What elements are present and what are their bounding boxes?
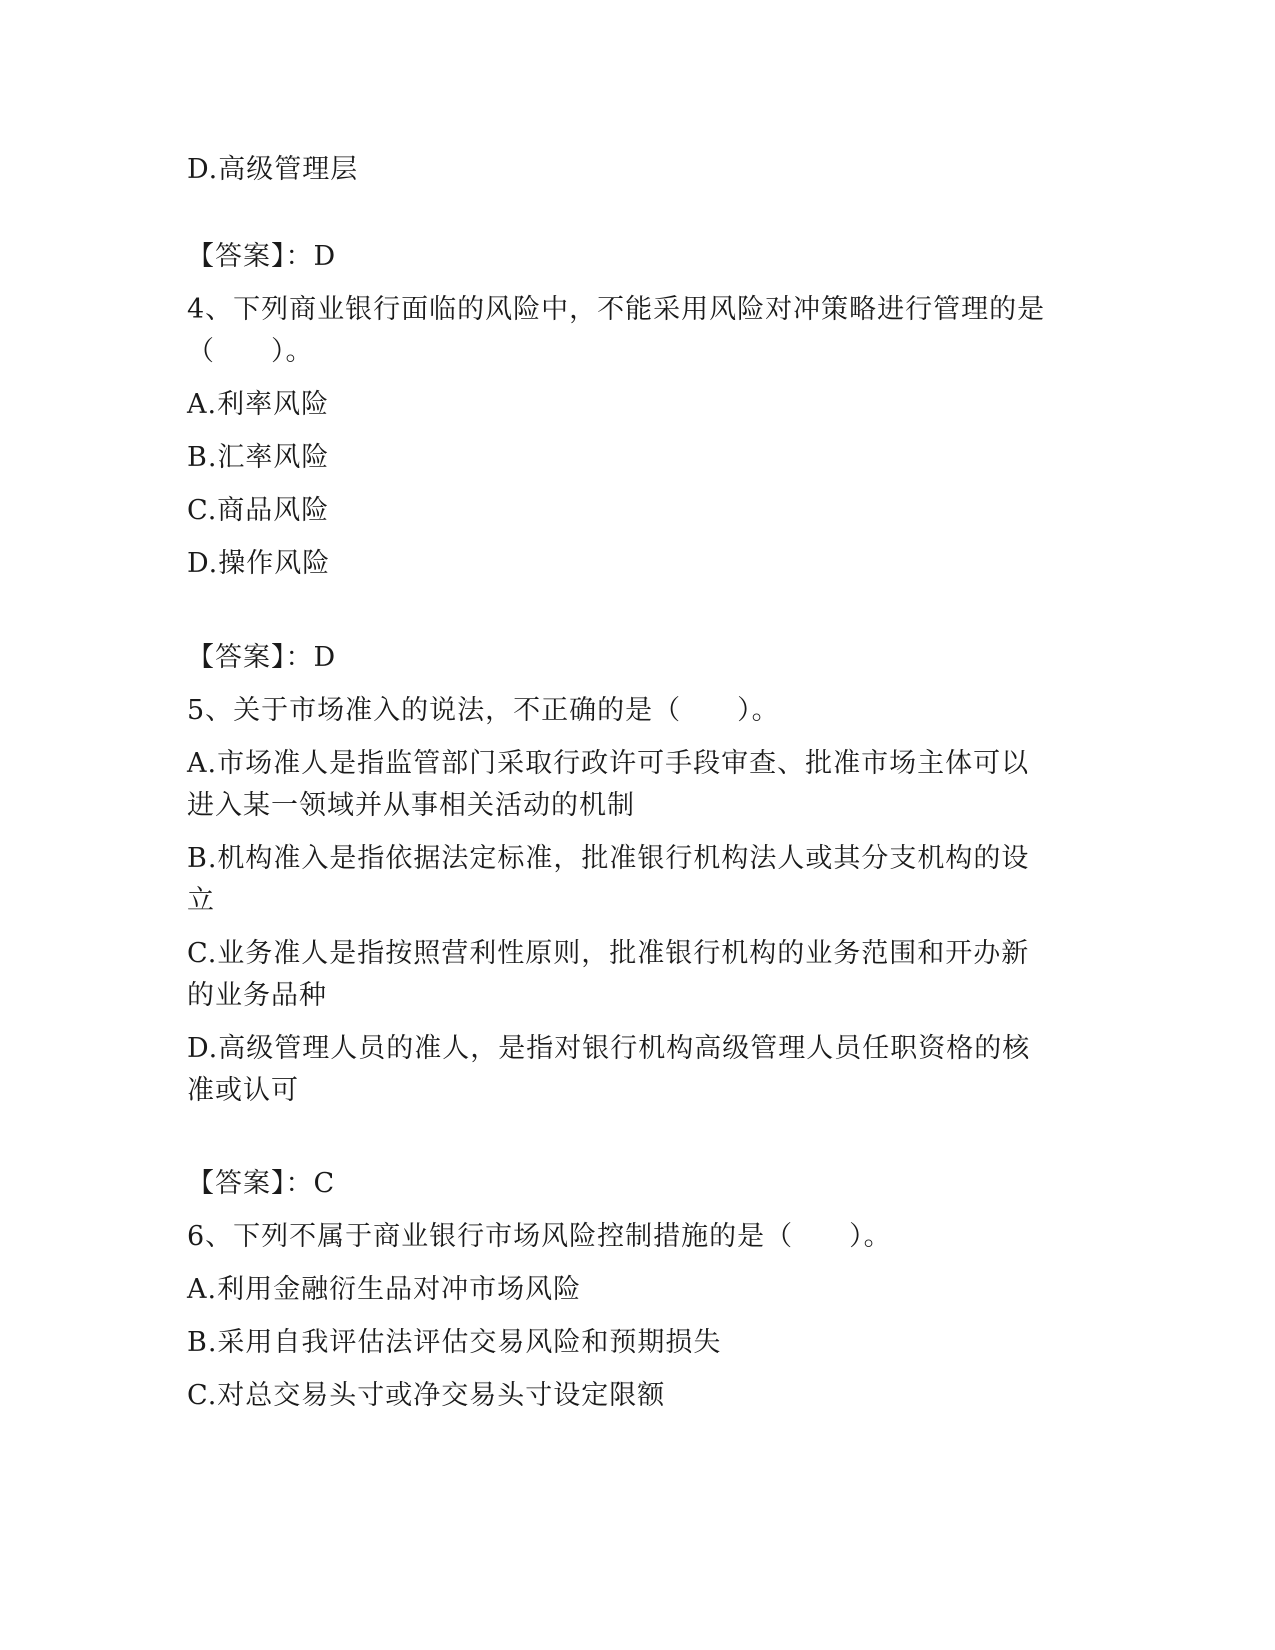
question-5: 5、关于市场准入的说法，不正确的是（ ）。 [187, 695, 780, 726]
question-4-cont: （ ）。 [187, 336, 314, 367]
option-5b-cont: 立 [187, 885, 215, 916]
question-4: 4、下列商业银行面临的风险中，不能采用风险对冲策略进行管理的是 [187, 294, 1046, 325]
option-4a: A.利率风险 [187, 389, 330, 420]
answer-5: 【答案】：C [187, 1168, 336, 1199]
option-5d: D.高级管理人员的准人，是指对银行机构高级管理人员任职资格的核 [187, 1033, 1031, 1064]
option-4d: D.操作风险 [187, 548, 331, 579]
option-4c: C.商品风险 [187, 495, 330, 526]
option-4b: B.汇率风险 [187, 442, 330, 473]
option-3d: D.高级管理层 [187, 154, 359, 185]
option-5b: B.机构准入是指依据法定标准，批准银行机构法人或其分支机构的设 [187, 843, 1030, 874]
option-5a-cont: 进入某一领域并从事相关活动的机制 [187, 790, 635, 821]
option-6a: A.利用金融衍生品对冲市场风险 [187, 1274, 582, 1305]
option-5a: A.市场准人是指监管部门采取行政许可手段审查、批准市场主体可以 [187, 748, 1030, 779]
option-6c: C.对总交易头寸或净交易头寸设定限额 [187, 1380, 666, 1411]
option-5c: C.业务准人是指按照营利性原则，批准银行机构的业务范围和开办新 [187, 938, 1030, 969]
option-5d-cont: 准或认可 [187, 1075, 299, 1106]
option-5c-cont: 的业务品种 [187, 980, 327, 1011]
answer-4: 【答案】：D [187, 642, 337, 673]
answer-3: 【答案】：D [187, 241, 337, 272]
question-6: 6、下列不属于商业银行市场风险控制措施的是（ ）。 [187, 1221, 892, 1252]
option-6b: B.采用自我评估法评估交易风险和预期损失 [187, 1327, 722, 1358]
